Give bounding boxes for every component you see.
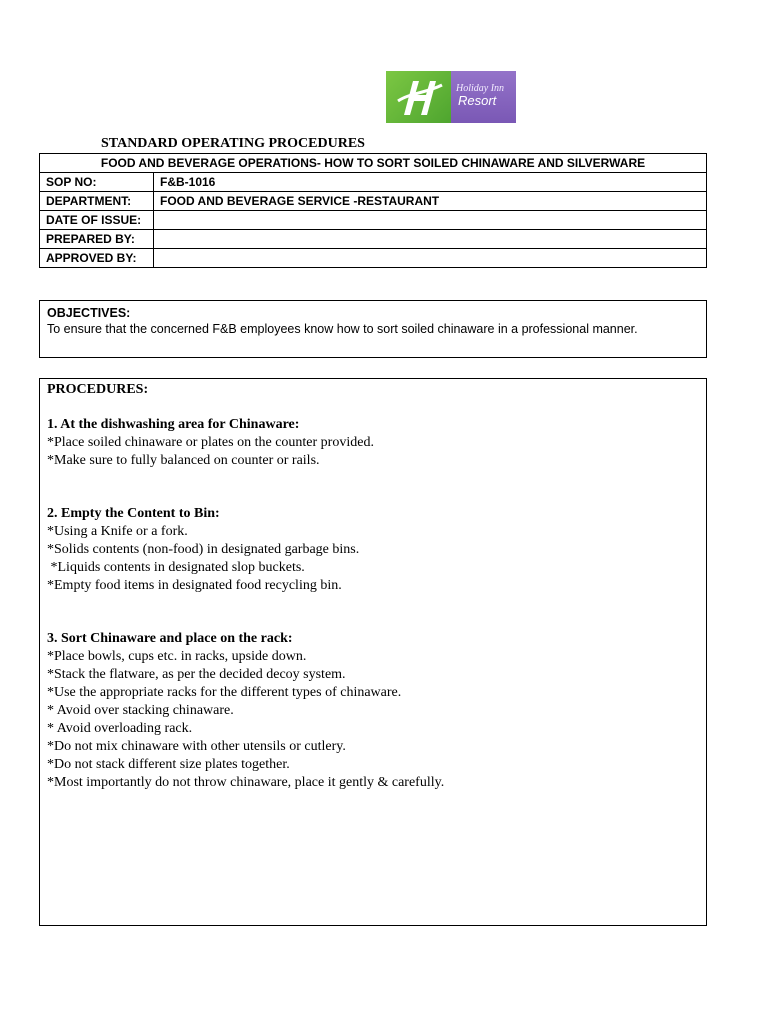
objectives-box — [39, 300, 707, 358]
list-item: * Avoid over stacking chinaware. — [47, 703, 234, 718]
holiday-inn-logo — [386, 71, 516, 123]
approved-by-label: APPROVED BY: — [40, 249, 154, 268]
section-heading-2: 2. Empty the Content to Bin: — [47, 506, 220, 521]
sop-no-label: SOP NO: — [40, 173, 154, 192]
department-label: DEPARTMENT: — [40, 192, 154, 211]
prepared-by-value — [154, 230, 707, 249]
list-item: *Do not mix chinaware with other utensils or cutlery. — [47, 739, 346, 754]
list-item: *Stack the flatware, as per the decided decoy system. — [47, 667, 346, 682]
prepared-by-label: PREPARED BY: — [40, 230, 154, 249]
table-row — [40, 211, 707, 230]
list-item: *Using a Knife or a fork. — [47, 524, 188, 539]
objectives-text: To ensure that the concerned F&B employees know how to sort soiled chinaware in a professional manner. — [47, 322, 638, 336]
section-heading-1: 1. At the dishwashing area for Chinaware: — [47, 417, 300, 432]
objectives-title: OBJECTIVES: — [47, 306, 131, 320]
list-item: *Place bowls, cups etc. in racks, upside down. — [47, 649, 307, 664]
list-item: *Liquids contents in designated slop buckets. — [47, 560, 305, 575]
approved-by-value — [154, 249, 707, 268]
date-of-issue-value — [154, 211, 707, 230]
table-heading-row — [40, 154, 707, 173]
logo-brand-text: Holiday Inn — [456, 83, 505, 94]
table-row — [40, 192, 707, 211]
list-item: *Place soiled chinaware or plates on the counter provided. — [47, 435, 374, 450]
list-item: *Empty food items in designated food recycling bin. — [47, 578, 342, 593]
sop-info-table — [39, 153, 707, 268]
document-title: STANDARD OPERATING PROCEDURES — [101, 136, 365, 151]
list-item: * Avoid overloading rack. — [47, 721, 193, 736]
procedures-title: PROCEDURES: — [47, 382, 149, 397]
procedures-box — [39, 378, 707, 926]
logo-h-mark — [386, 71, 451, 123]
logo-sub-text: Resort — [458, 93, 497, 108]
table-row — [40, 249, 707, 268]
list-item: *Do not stack different size plates together. — [47, 757, 290, 772]
table-heading: FOOD AND BEVERAGE OPERATIONS- HOW TO SORT SOILED CHINAWARE AND SILVERWARE — [40, 154, 707, 173]
date-of-issue-label: DATE OF ISSUE: — [40, 211, 154, 230]
department-value: FOOD AND BEVERAGE SERVICE -RESTAURANT — [154, 192, 707, 211]
table-row — [40, 230, 707, 249]
list-item: *Solids contents (non-food) in designated garbage bins. — [47, 542, 360, 557]
logo-wordmark — [451, 71, 516, 123]
list-item: *Most importantly do not throw chinaware, place it gently & carefully. — [47, 775, 445, 790]
table-row — [40, 173, 707, 192]
h-mark-icon — [386, 71, 451, 123]
sop-no-value: F&B-1016 — [154, 173, 707, 192]
list-item: *Make sure to fully balanced on counter or rails. — [47, 453, 320, 468]
section-heading-3: 3. Sort Chinaware and place on the rack: — [47, 631, 293, 646]
list-item: *Use the appropriate racks for the different types of chinaware. — [47, 685, 402, 700]
